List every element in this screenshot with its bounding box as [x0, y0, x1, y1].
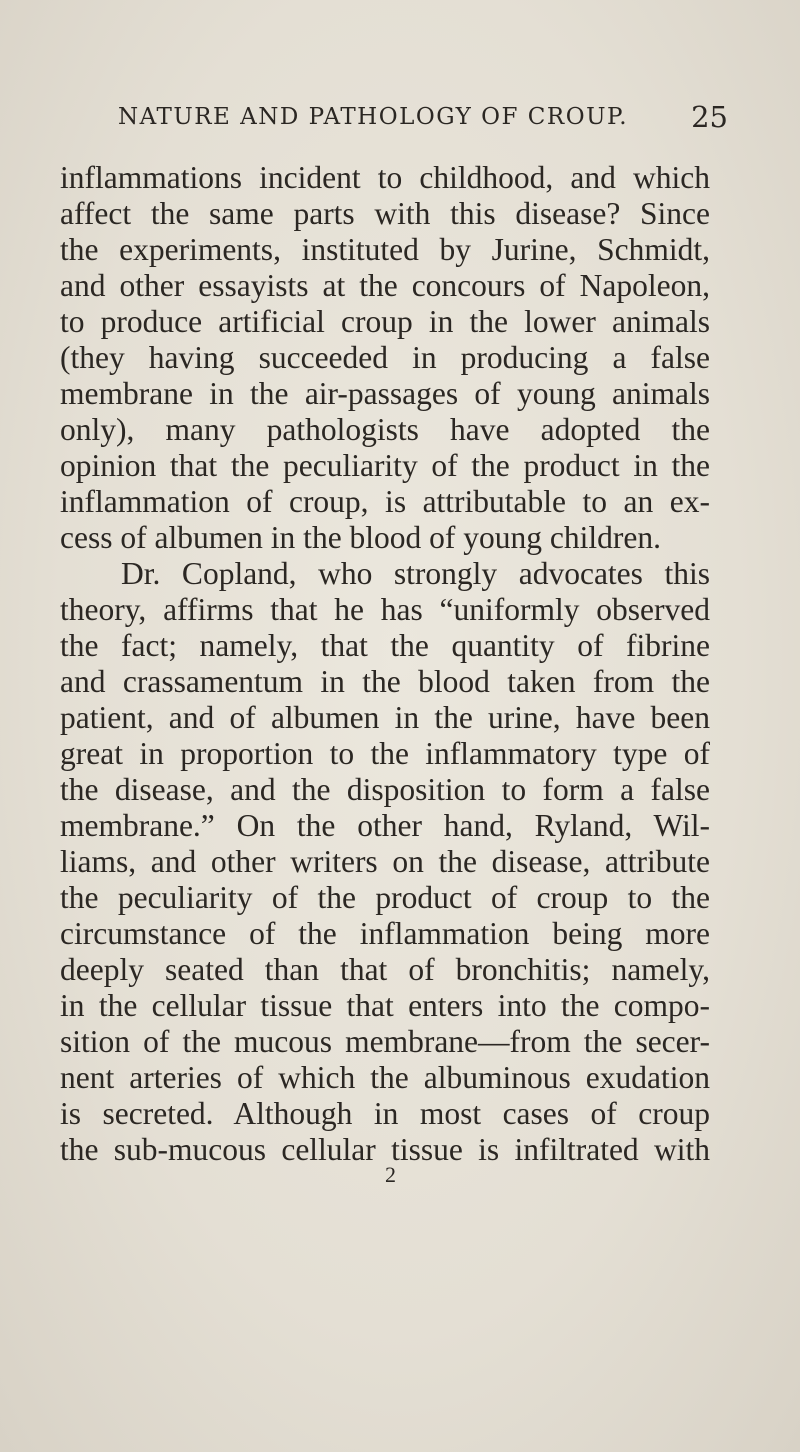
- text-line: nent arteries of which the albuminous exudation: [60, 1060, 710, 1095]
- text-line: Dr. Copland, who strongly advocates this: [121, 556, 710, 591]
- text-line: liams, and other writers on the disease, attribute: [60, 844, 710, 879]
- text-line: in the cellular tissue that enters into the compo-: [60, 988, 710, 1023]
- text-line: the experiments, instituted by Jurine, Schmidt,: [60, 232, 710, 267]
- text-line: deeply seated than that of bronchitis; namely,: [60, 952, 710, 987]
- text-line: to produce artificial croup in the lower animals: [60, 304, 710, 339]
- text-line: the peculiarity of the product of croup to the: [60, 880, 710, 915]
- text-line: only), many pathologists have adopted the: [60, 412, 710, 447]
- text-line: theory, affirms that he has “uniformly observed: [60, 592, 710, 627]
- text-line: is secreted. Although in most cases of croup: [60, 1096, 710, 1131]
- text-line: and crassamentum in the blood taken from the: [60, 664, 710, 699]
- text-line: the fact; namely, that the quantity of fibrine: [60, 628, 710, 663]
- text-line: circumstance of the inflammation being more: [60, 916, 710, 951]
- text-line: patient, and of albumen in the urine, have been: [60, 700, 710, 735]
- text-line: membrane in the air-passages of young animals: [60, 376, 710, 411]
- running-head: [118, 100, 758, 144]
- text-line: cess of albumen in the blood of young children.: [60, 520, 661, 555]
- text-line: inflammations incident to childhood, and which: [60, 160, 710, 195]
- text-line: great in proportion to the inflammatory type of: [60, 736, 710, 771]
- text-line: inflammation of croup, is attributable to an ex-: [60, 484, 710, 519]
- text-line: affect the same parts with this disease? Since: [60, 196, 710, 231]
- text-line: the sub-mucous cellular tissue is infiltrated with: [60, 1132, 710, 1167]
- text-line: and other essayists at the concours of Napoleon,: [60, 268, 710, 303]
- page-number: 25: [691, 100, 728, 134]
- text-line: sition of the mucous membrane—from the secer-: [60, 1024, 710, 1059]
- text-line: the disease, and the disposition to form a false: [60, 772, 710, 807]
- signature-mark: 2: [385, 1162, 396, 1187]
- running-title: NATURE AND PATHOLOGY OF CROUP.: [118, 104, 629, 130]
- text-line: (they having succeeded in producing a false: [60, 340, 710, 375]
- text-line: membrane.” On the other hand, Ryland, Wil-: [60, 808, 710, 843]
- text-line: opinion that the peculiarity of the product in the: [60, 448, 710, 483]
